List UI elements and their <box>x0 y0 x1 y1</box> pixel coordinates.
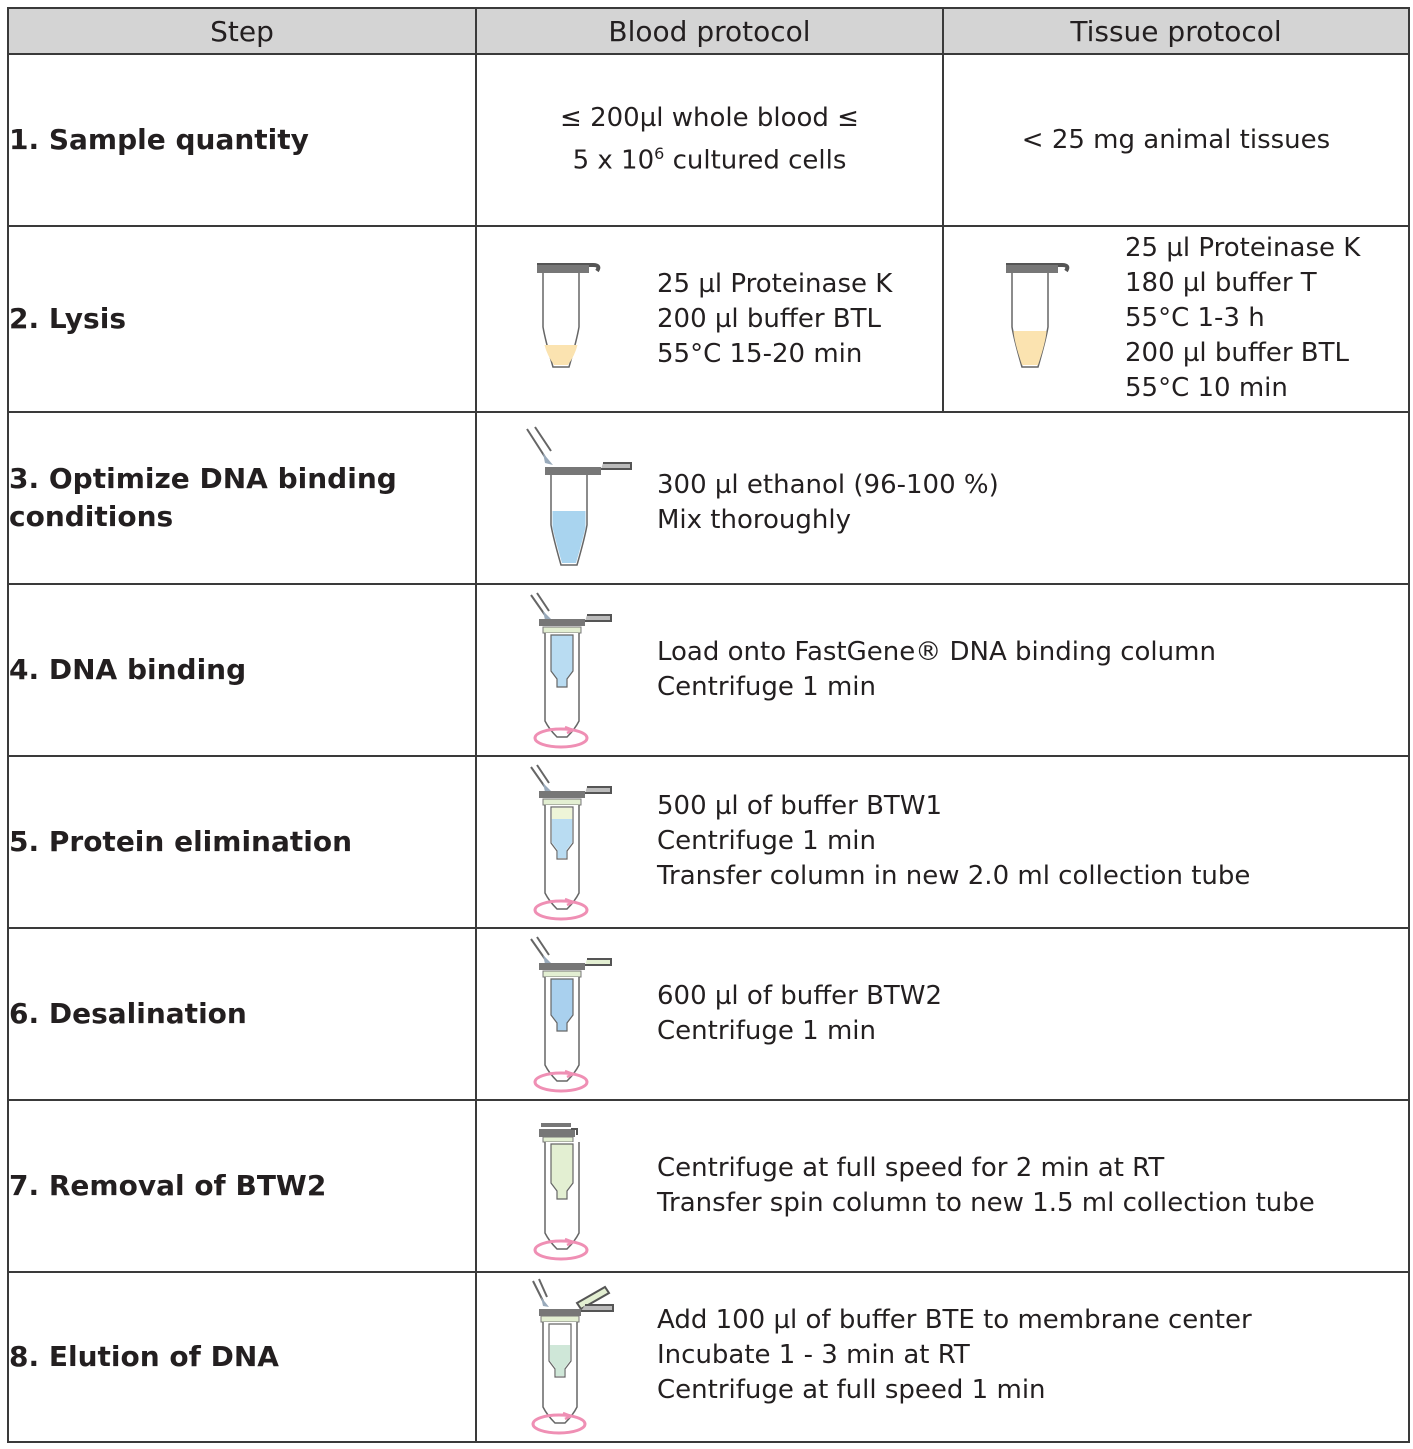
instruction-line: 25 µl Proteinase K <box>657 269 893 299</box>
instruction-line: Transfer spin column to new 1.5 ml collection tube <box>657 1188 1315 1218</box>
shared-cell <box>476 1100 1409 1272</box>
step-label: 3. Optimize DNA binding conditions <box>8 412 476 584</box>
instruction-line: 500 µl of buffer BTW1 <box>657 791 943 821</box>
header-tissue: Tissue protocol <box>943 8 1409 54</box>
table-row <box>8 1272 1409 1442</box>
instruction-line: Transfer column in new 2.0 ml collection tube <box>657 861 1251 891</box>
pipette-tube-icon <box>523 425 643 575</box>
step-label: 8. Elution of DNA <box>8 1272 476 1442</box>
shared-cell <box>476 584 1409 756</box>
shared-cell <box>476 928 1409 1100</box>
protocol-table <box>7 7 1410 1443</box>
step-label: 5. Protein elimination <box>8 756 476 928</box>
table-row <box>8 928 1409 1100</box>
blood-cell <box>476 54 943 226</box>
table-row <box>8 412 1409 584</box>
tissue-cell: < 25 mg animal tissues <box>943 54 1409 226</box>
instruction-line: 55°C 15-20 min <box>657 339 863 369</box>
instruction-line: 55°C 1-3 h <box>1125 303 1265 333</box>
table-row <box>8 226 1409 412</box>
header-row <box>8 8 1409 54</box>
table-row <box>8 1100 1409 1272</box>
instruction-line: Centrifuge 1 min <box>657 1016 876 1046</box>
step-label: 6. Desalination <box>8 928 476 1100</box>
blood-cell <box>476 226 943 412</box>
instruction-line: 55°C 10 min <box>1125 373 1288 403</box>
instruction-line: Add 100 µl of buffer BTE to membrane center <box>657 1305 1252 1335</box>
instruction-line: 300 µl ethanol (96-100 %) <box>657 470 999 500</box>
header-step: Step <box>8 8 476 54</box>
step-label: 2. Lysis <box>8 226 476 412</box>
header-blood: Blood protocol <box>476 8 943 54</box>
open-tube-icon <box>1004 257 1074 377</box>
step-label: 4. DNA binding <box>8 584 476 756</box>
centrifuge-arrow-icon <box>531 1235 595 1265</box>
step-label: 7. Removal of BTW2 <box>8 1100 476 1272</box>
instruction-line: Mix thoroughly <box>657 505 851 535</box>
centrifuge-arrow-icon <box>529 1409 593 1439</box>
instruction-line: 600 µl of buffer BTW2 <box>657 981 943 1011</box>
instruction-line: 200 µl buffer BTL <box>657 304 881 334</box>
instruction-line: Incubate 1 - 3 min at RT <box>657 1340 970 1370</box>
blood-line: ≤ 200µl whole blood ≤ <box>560 103 859 134</box>
instruction-line: Centrifuge at full speed for 2 min at RT <box>657 1153 1165 1183</box>
instruction-line: 25 µl Proteinase K <box>1125 233 1361 263</box>
shared-cell <box>476 412 1409 584</box>
open-tube-icon <box>535 257 605 377</box>
instruction-line: Centrifuge 1 min <box>657 672 876 702</box>
instruction-line: Centrifuge at full speed 1 min <box>657 1375 1046 1405</box>
step-label: 1. Sample quantity <box>8 54 476 226</box>
instruction-line: Load onto FastGene® DNA binding column <box>657 637 1216 667</box>
table-row <box>8 584 1409 756</box>
instruction-line: Centrifuge 1 min <box>657 826 876 856</box>
centrifuge-arrow-icon <box>531 723 595 753</box>
table-row <box>8 54 1409 226</box>
shared-cell <box>476 756 1409 928</box>
centrifuge-arrow-icon <box>531 1067 595 1097</box>
instruction-line: 200 µl buffer BTL <box>1125 338 1349 368</box>
instruction-line: 180 µl buffer T <box>1125 268 1317 298</box>
table-row <box>8 756 1409 928</box>
centrifuge-arrow-icon <box>531 895 595 925</box>
shared-cell <box>476 1272 1409 1442</box>
tissue-cell <box>943 226 1409 412</box>
blood-line: 5 x $10^6$ cultured cells <box>572 144 847 176</box>
